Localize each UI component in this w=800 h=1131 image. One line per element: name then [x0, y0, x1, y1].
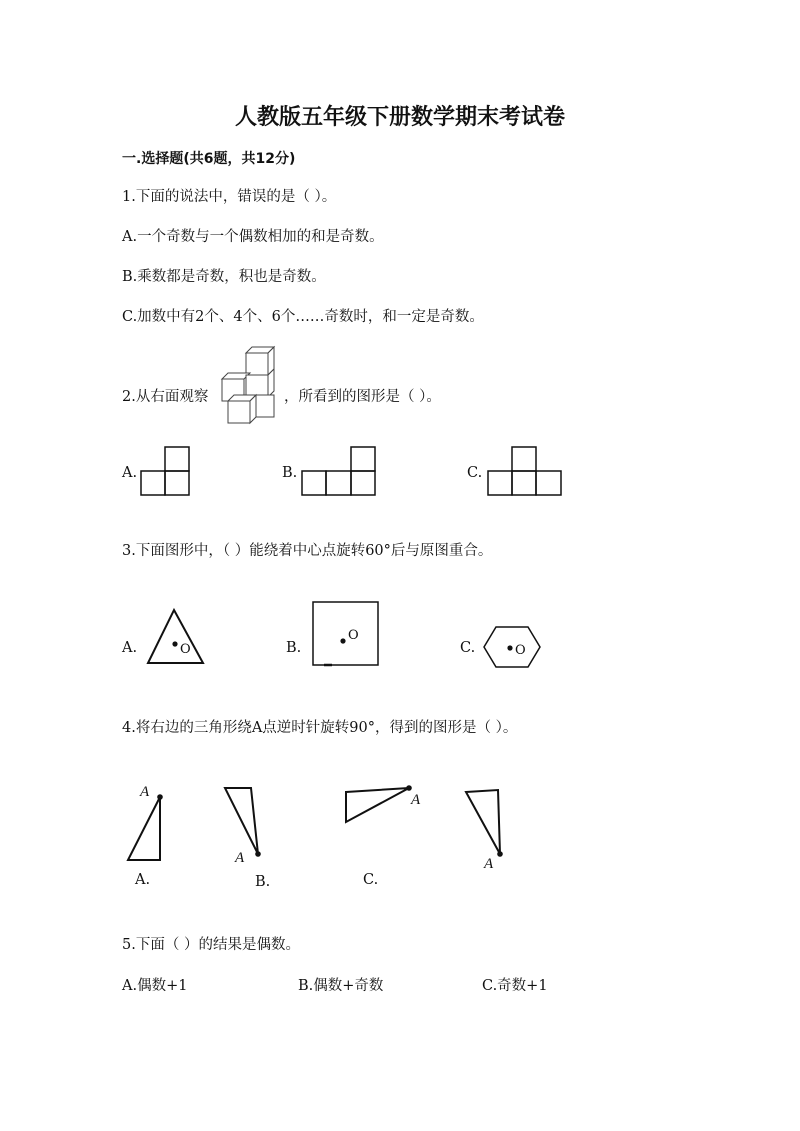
q3-stem: 3.下面图形中，（ ）能绕着中心点旋转60°后与原图重合。 [122, 543, 493, 559]
q3-hexagon-figure [483, 625, 543, 671]
q2-option-c-label: C. [467, 465, 483, 481]
q1-option-c: C.加数中有2个、4个、6个……奇数时，和一定是奇数。 [122, 309, 484, 325]
q4-option-b-triangle [222, 786, 270, 866]
q3-triangle-figure [146, 608, 206, 666]
q5-option-c: C.奇数+1 [482, 978, 548, 994]
q3-b-center-label: O [348, 628, 359, 643]
q4-b-point-label: A [235, 850, 245, 866]
q4-stem: 4.将右边的三角形绕A点逆时针旋转90°，得到的图形是（ ）。 [122, 720, 518, 736]
q3-square-figure [312, 601, 380, 669]
q2-cube-stack-figure [218, 345, 282, 425]
q2-stem-before: 2.从右面观察 [122, 389, 209, 405]
page-title: 人教版五年级下册数学期末考试卷 [234, 105, 565, 130]
q1-option-a: A.一个奇数与一个偶数相加的和是奇数。 [122, 229, 384, 245]
q2-stem-after: ，所看到的图形是（ ）。 [284, 389, 441, 405]
q4-option-c-triangle [343, 784, 429, 828]
q4-a-point-label: A [140, 784, 150, 800]
q4-c-point-label: A [411, 792, 421, 808]
q3-option-a-label: A. [122, 640, 138, 656]
q3-option-b-label: B. [286, 640, 302, 656]
q2-option-a-figure [140, 446, 192, 498]
q2-option-b-label: B. [282, 465, 298, 481]
q4-option-a-triangle [124, 780, 174, 865]
q4-given-point-label: A [484, 856, 494, 872]
q3-a-center-label: O [180, 642, 191, 657]
section-heading: 一.选择题(共6题，共12分) [122, 151, 296, 167]
q2-option-c-figure [487, 446, 565, 498]
q3-option-c-label: C. [460, 640, 476, 656]
q5-option-a: A.偶数+1 [122, 978, 188, 994]
q3-c-center-label: O [515, 643, 526, 658]
q4-option-b-label: B. [255, 874, 271, 890]
q1-stem: 1.下面的说法中，错误的是（ ）。 [122, 189, 337, 205]
q4-given-triangle [464, 786, 512, 870]
q2-option-b-figure [301, 446, 379, 498]
q1-option-b: B.乘数都是奇数，积也是奇数。 [122, 269, 326, 285]
q4-option-a-label: A. [135, 872, 151, 888]
q5-option-b: B.偶数+奇数 [298, 978, 384, 994]
q5-stem: 5.下面（ ）的结果是偶数。 [122, 937, 300, 953]
q4-option-c-label: C. [363, 872, 379, 888]
q2-option-a-label: A. [122, 465, 138, 481]
